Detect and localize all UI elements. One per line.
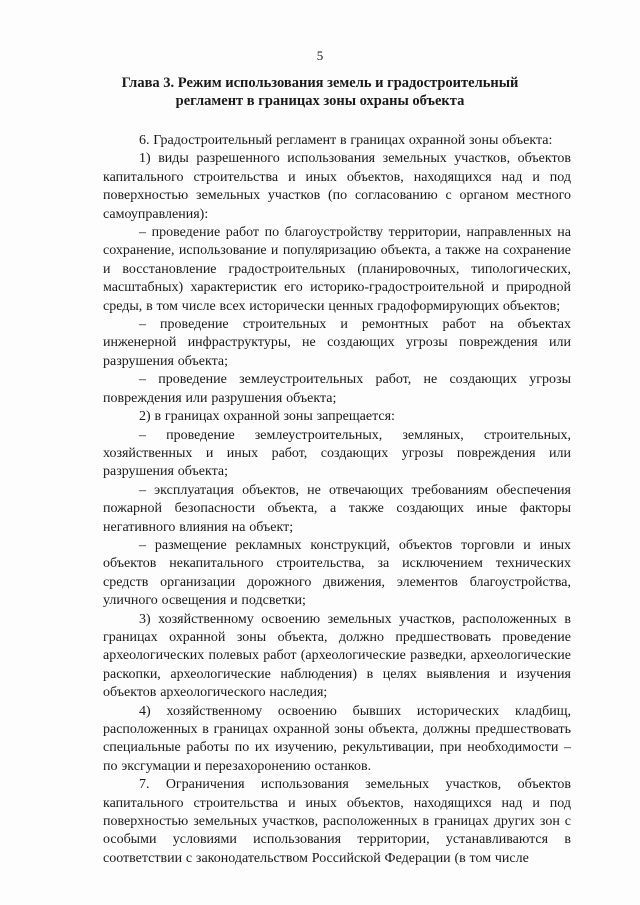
chapter-title-line-1: Глава 3. Режим использования земель и градостроительный <box>121 75 519 91</box>
paragraph: 4) хозяйственному освоению бывших исторических кладбищ, расположенных в границах охранной зоны объекта, должны предшествовать специальные работы по их изучению, рекультивации, при необходимости – по эксгумации и перезахоронению останков. <box>103 703 571 774</box>
paragraph: – эксплуатация объектов, не отвечающих требованиям обеспечения пожарной безопасности объекта, а также создающих иные факторы негативного влияния на объект; <box>103 482 571 535</box>
paragraph: – размещение рекламных конструкций, объектов торговли и иных объектов некапитального строительства, за исключением технических средств организации дорожного движения, элементов благоустройства, уличного освещения и подсветки; <box>103 537 571 609</box>
paragraph: – проведение работ по благоустройству территории, направленных на сохранение, использование и популяризацию объекта, а также на сохранение и восстановление градостроительных (планировочных, типологических, масштабных) характеристик его историко-градостроительной и природной среды, в том числе всех исторически ценных градоформирующих объектов; <box>103 225 571 314</box>
document-body <box>103 132 571 868</box>
page-number: 5 <box>316 48 324 63</box>
paragraph: 1) виды разрешенного использования земельных участков, объектов капитального строительства и иных объектов, находящихся над и под поверхностью земельных участков (по согласованию с органом местного самоуправления): <box>103 151 571 222</box>
paragraph: 3) хозяйственному освоению земельных участков, расположенных в границах охранной зоны объекта, должно предшествовать проведение археологических полевых работ (археологические разведки, археологические раскопки, археологические наблюдения) в целях выявления и изучения объектов археологического наследия; <box>103 611 571 701</box>
paragraph: 7. Ограничения использования земельных участков, объектов капитального строительства и иных объектов, находящихся над и под поверхностью земельных участков, расположенных в границах других зон с особыми условиями использования территории, устанавливаются в соответствии с законодательством Российской Федерации (в том числе <box>103 777 571 866</box>
paragraph: 2) в границах охранной зоны запрещается: <box>139 409 395 425</box>
chapter-title-line-2: регламент в границах зоны охраны объекта <box>175 93 465 109</box>
paragraph: – проведение строительных и ремонтных работ на объектах инженерной инфраструктуры, не создающих угрозы повреждения или разрушения объекта; <box>103 317 571 369</box>
paragraph: – проведение землеустроительных, земляных, строительных, хозяйственных и иных работ, создающих угрозы повреждения или разрушения объекта; <box>103 427 571 480</box>
chapter-title <box>100 74 540 110</box>
paragraph: – проведение землеустроительных работ, не создающих угрозы повреждения или разрушения объекта; <box>103 372 571 406</box>
paragraph: 6. Градостроительный регламент в границах охранной зоны объекта: <box>139 133 553 148</box>
